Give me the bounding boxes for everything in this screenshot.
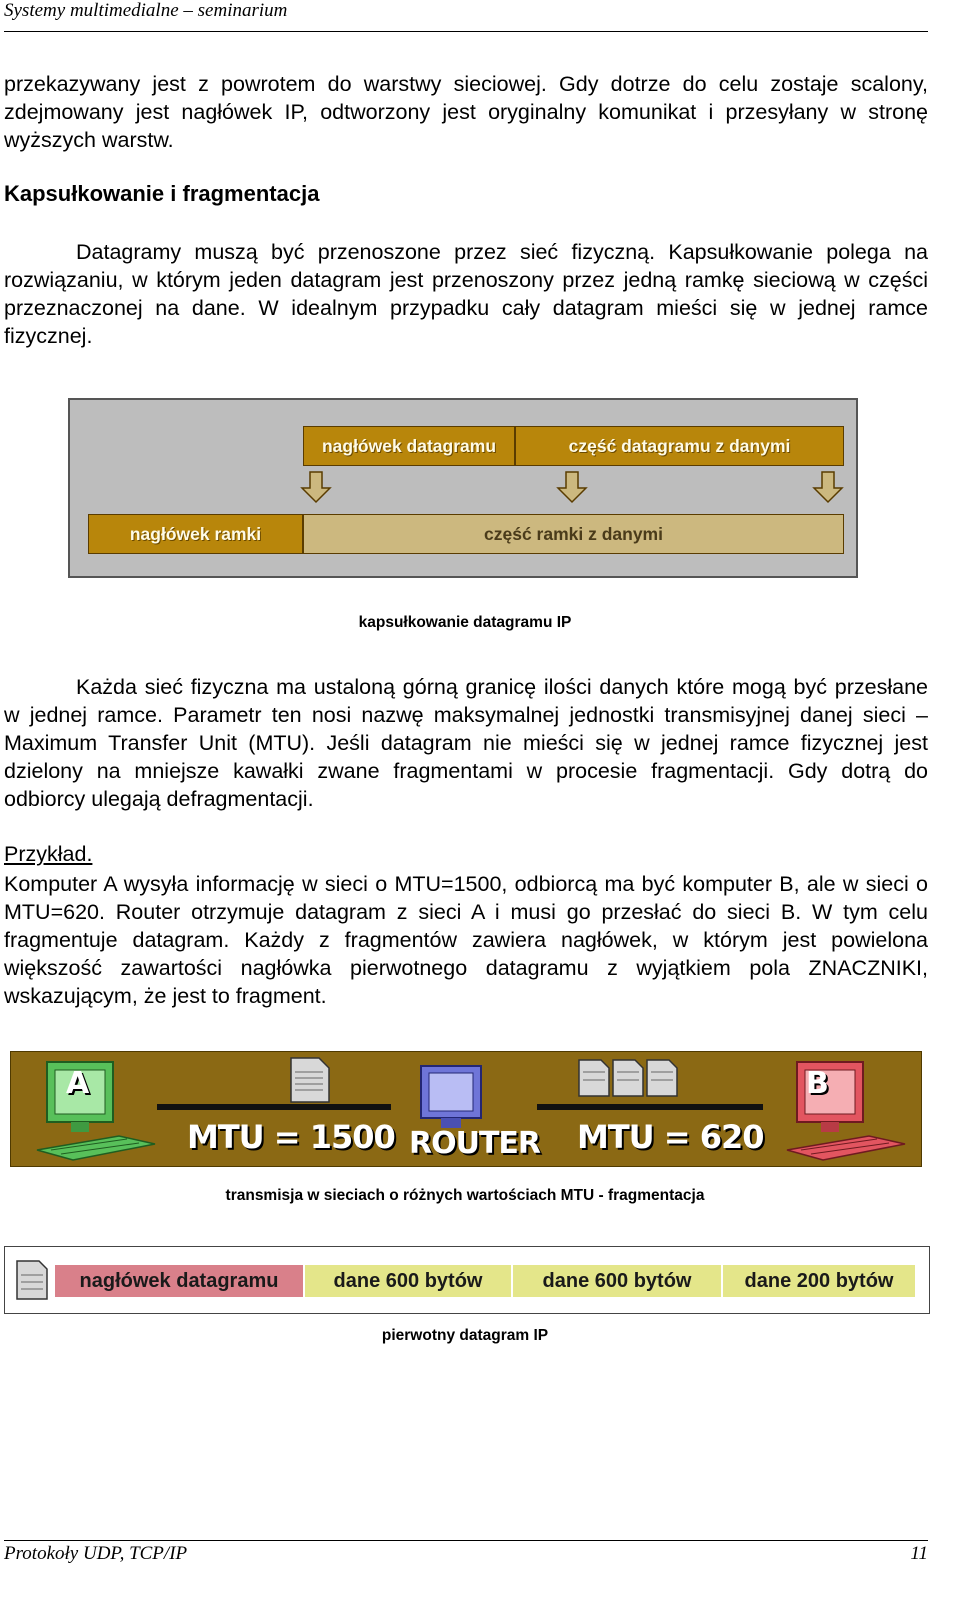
down-arrow-icon: [814, 472, 842, 502]
fragment-documents-icon: [577, 1058, 687, 1098]
network-line-b: [537, 1104, 763, 1110]
computer-b-icon: [781, 1058, 911, 1162]
router-label: ROUTER: [409, 1126, 541, 1161]
network-line-a: [157, 1104, 391, 1110]
router-computer-icon: [411, 1062, 521, 1132]
footer-title: Protokoły UDP, TCP/IP: [4, 1543, 188, 1564]
data-segment-2: dane 600 bytów: [513, 1265, 723, 1297]
computer-b-label: B: [806, 1066, 829, 1101]
mtu-a-label: MTU = 1500: [187, 1118, 395, 1156]
section-heading: Kapsułkowanie i fragmentacja: [4, 181, 320, 206]
down-arrow-icon: [302, 472, 330, 502]
mtu-fragmentation-figure: [10, 1051, 922, 1167]
datagram-document-icon: [289, 1056, 331, 1104]
down-arrow-icon: [558, 472, 586, 502]
frame-data-box: część ramki z danymi: [303, 514, 844, 554]
running-header: Systemy multimedialne – seminarium: [4, 0, 288, 21]
paragraph-mtu: Każda sieć fizyczna ma ustaloną górną granicę ilości danych które mogą być przesłane w jednej ramce. Parametr ten nosi nazwę maksymalnej jednostki transmisyjnej danej sieci – Maximum Transfer Unit (MTU). Jeśli datagram nie mieści się w jednej ramce fizycznej jest dzielony na mniejsze kawałki zwane fragmentami w procesie fragmentacji. Gdy dotrą do odbiorcy ulegają defragmentacji.: [4, 675, 928, 811]
computer-a-icon: [31, 1058, 161, 1162]
original-datagram-figure: [4, 1246, 930, 1314]
mtu-b-label: MTU = 620: [577, 1118, 764, 1156]
footer-divider: [4, 1540, 928, 1541]
data-segment-1: dane 600 bytów: [305, 1265, 513, 1297]
computer-a-label: A: [66, 1066, 90, 1101]
paragraph-example: Komputer A wysyła informację w sieci o MTU=1500, odbiorcą ma być komputer B, ale w sieci o MTU=620. Router otrzymuje datagram z sieci A i musi go przesłać do sieci B. W tym celu fragmentuje datagram. Każdy z fragmentów zawiera nagłówek, w którym jest powielona większość zawartości nagłówka pierwotnego datagramu z wyjątkiem pola ZNACZNIKI, wskazującym, że jest to fragment.: [4, 872, 928, 1008]
figure-caption-encapsulation: kapsułkowanie datagramu IP: [358, 614, 572, 631]
page-number: 11: [910, 1543, 928, 1564]
paragraph-encapsulation: Datagramy muszą być przenoszone przez sieć fizyczną. Kapsułkowanie polega na rozwiązaniu, w którym jeden datagram jest przenoszony przez jedną ramkę sieciową w części przeznaczonej na dane. W idealnym przypadku cały datagram mieści się w jednej ramce fizycznej.: [4, 240, 928, 348]
datagram-header-box: nagłówek datagramu: [303, 426, 515, 466]
datagram-data-box: część datagramu z danymi: [515, 426, 844, 466]
encapsulation-figure: [68, 398, 858, 578]
figure-caption-datagram: pierwotny datagram IP: [381, 1327, 549, 1344]
example-label: Przykład.: [4, 842, 93, 866]
figure-caption-mtu: transmisja w sieciach o różnych wartościach MTU - fragmentacja: [225, 1187, 705, 1204]
paragraph-intro: przekazywany jest z powrotem do warstwy sieciowej. Gdy dotrze do celu zostaje scalony, zdejmowany jest nagłówek IP, odtworzony jest oryginalny komunikat i przesyłany w stronę wyższych warstw.: [4, 72, 928, 152]
frame-header-box: nagłówek ramki: [88, 514, 303, 554]
down-arrows: [70, 470, 856, 510]
data-segment-3: dane 200 bytów: [723, 1265, 915, 1297]
document-icon: [15, 1259, 49, 1301]
header-divider: [4, 31, 928, 32]
datagram-header-segment: nagłówek datagramu: [55, 1265, 305, 1297]
